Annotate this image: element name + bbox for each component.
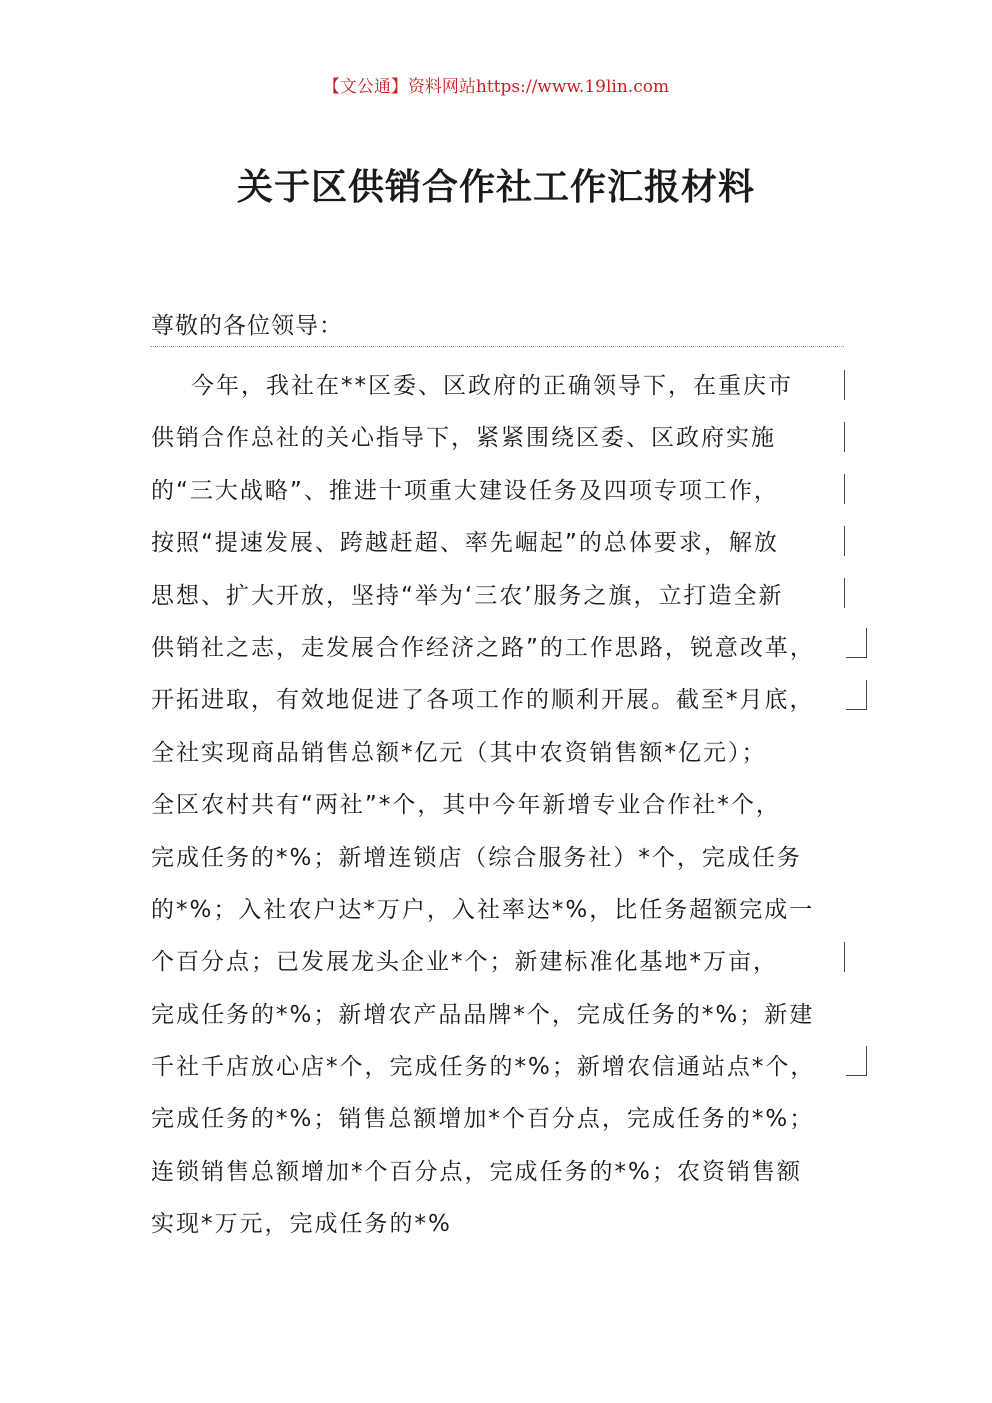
paragraph-line: 完成任务的*%；销售总额增加*个百分点，完成任务的*%； xyxy=(151,1106,815,1133)
paragraph-line: 供销社之志，走发展合作经济之路”的工作思路，锐意改革， xyxy=(151,634,815,661)
line-end-marker xyxy=(844,578,845,608)
paragraph-line: 今年，我社在**区委、区政府的正确领导下，在重庆市 xyxy=(191,373,793,399)
line-end-marker xyxy=(844,474,845,504)
paragraph-line: 的*%；入社农户达*万户，入社率达*%，比任务超额完成一 xyxy=(151,896,815,923)
salutation: 尊敬的各位领导： xyxy=(151,313,343,339)
line-end-marker xyxy=(844,526,845,556)
paragraph-line: 完成任务的*%；新增农产品品牌*个，完成任务的*%；新建 xyxy=(151,1001,815,1028)
paragraph-line: 实现*万元，完成任务的*% xyxy=(151,1211,452,1238)
document-title: 关于区供销合作社工作汇报材料 xyxy=(236,166,755,208)
paragraph-line: 供销合作总社的关心指导下，紧紧围绕区委、区政府实施 xyxy=(151,425,776,452)
paragraph-line: 完成任务的*%；新增连锁店（综合服务社）*个，完成任务 xyxy=(151,844,802,871)
body-paragraph xyxy=(151,366,815,1257)
paragraph-line: 连锁销售总额增加*个百分点，完成任务的*%；农资销售额 xyxy=(151,1158,802,1185)
paragraph-line: 思想、扩大开放，坚持“举为‘三农’服务之旗，立打造全新 xyxy=(151,582,784,609)
line-end-marker xyxy=(846,709,866,710)
line-end-marker xyxy=(846,1075,866,1076)
line-end-marker xyxy=(846,657,866,658)
paragraph-line: 全社实现商品销售总额*亿元（其中农资销售额*亿元）； xyxy=(151,739,767,766)
paragraph-line: 的“三大战略”、推进十项重大建设任务及四项专项工作， xyxy=(151,477,779,504)
paragraph-line: 千社千店放心店*个，完成任务的*%；新增农信通站点*个， xyxy=(151,1054,816,1081)
line-end-marker xyxy=(866,680,867,710)
salutation-divider xyxy=(150,346,844,347)
paragraph-line: 全区农村共有“两社”*个，其中今年新增专业合作社*个， xyxy=(151,792,781,819)
line-end-marker xyxy=(844,422,845,452)
line-end-marker xyxy=(866,628,867,658)
paragraph-line: 开拓进取，有效地促进了各项工作的顺利开展。截至*月底， xyxy=(151,687,815,714)
line-end-marker xyxy=(866,1046,867,1076)
line-end-marker xyxy=(844,370,845,400)
paragraph-line: 按照“提速发展、跨越赶超、率先崛起”的总体要求，解放 xyxy=(151,530,779,557)
paragraph-line: 个百分点；已发展龙头企业*个；新建标准化基地*万亩， xyxy=(151,949,778,976)
line-end-marker xyxy=(844,942,845,972)
header-website-link[interactable]: 【文公通】资料网站https://www.19lin.com xyxy=(322,77,670,97)
